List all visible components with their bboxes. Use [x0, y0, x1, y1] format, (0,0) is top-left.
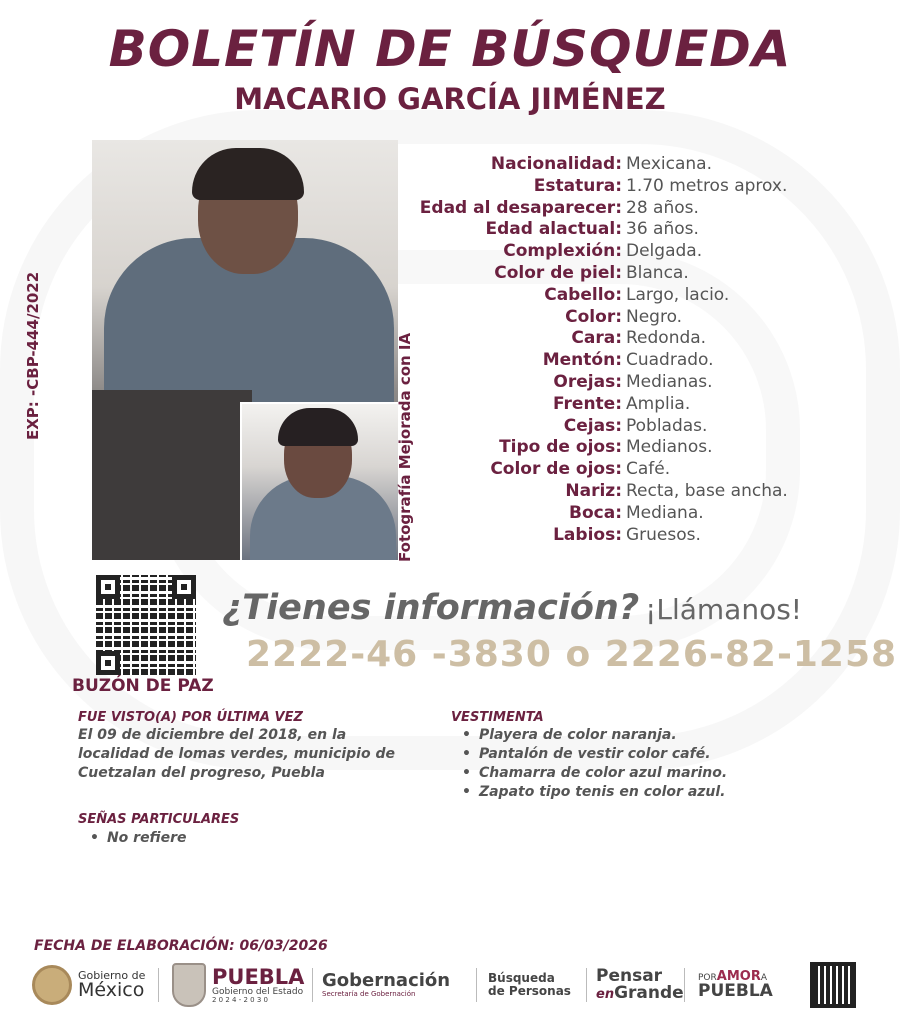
detail-value: Mexicana.	[626, 154, 712, 174]
list-item: • Playera de color naranja.	[462, 726, 727, 745]
detail-value: Blanca.	[626, 262, 689, 283]
person-name: MACARIO GARCÍA JIMÉNEZ	[234, 82, 666, 116]
bulletin-title: BOLETÍN DE BÚSQUEDA	[108, 20, 792, 78]
detail-value: Largo, lacio.	[626, 284, 730, 305]
list-item: • No refiere	[90, 829, 186, 848]
mexico-seal-icon	[32, 965, 72, 1005]
physical-details	[400, 154, 880, 546]
detail-label: Nariz:	[565, 480, 622, 501]
contact-question: ¿Tienes información?	[222, 588, 640, 628]
detail-row	[400, 525, 880, 547]
detail-row	[400, 328, 880, 350]
detail-row	[400, 350, 880, 372]
gobierno-mexico-logo: Gobierno de México	[32, 960, 145, 1010]
detail-row	[400, 263, 880, 285]
detail-label: Cara:	[571, 328, 622, 349]
list-item: • Pantalón de vestir color café.	[462, 745, 727, 764]
detail-row	[400, 241, 880, 263]
qr-label: BUZÓN DE PAZ	[72, 676, 214, 696]
contact-call: ¡Llámanos!	[645, 593, 803, 626]
person-photo-closeup	[240, 402, 398, 560]
detail-row	[400, 285, 880, 307]
detail-value: Pobladas.	[626, 415, 708, 436]
case-number: EXP: -CBP-444/2022	[24, 271, 42, 440]
detail-label: Color de piel:	[494, 262, 622, 283]
last-seen-heading: FUE VISTO(A) POR ÚLTIMA VEZ	[78, 710, 303, 725]
detail-label: Labios:	[553, 524, 622, 545]
detail-label: Edad al desaparecer:	[419, 197, 622, 218]
detail-value: Redonda.	[626, 328, 707, 349]
detail-row	[400, 198, 880, 220]
detail-label: Complexión:	[503, 241, 622, 262]
detail-label: Edad alactual:	[485, 219, 622, 240]
detail-value: Café.	[626, 459, 671, 480]
footer-logos	[30, 960, 870, 1010]
detail-label: Cejas:	[563, 415, 622, 436]
detail-value: 1.70 metros aprox.	[626, 175, 788, 196]
pensar-en-grande-logo: Pensar enGrande	[596, 966, 684, 1003]
detail-label: Cabello:	[544, 284, 622, 305]
puebla-shield-icon	[172, 963, 206, 1007]
detail-label: Estatura:	[533, 175, 622, 196]
marks-list	[90, 829, 186, 848]
busqueda-personas-logo: Búsqueda de Personas	[488, 970, 571, 998]
detail-row	[400, 176, 880, 198]
detail-label: Frente:	[553, 393, 622, 414]
list-item: • Zapato tipo tenis en color azul.	[462, 783, 727, 802]
person-photo	[92, 140, 398, 560]
detail-row	[400, 416, 880, 438]
detail-row	[400, 219, 880, 241]
contact-prompt	[222, 588, 882, 628]
detail-row	[400, 459, 880, 481]
detail-value: Delgada.	[626, 241, 703, 262]
clothing-heading: VESTIMENTA	[451, 710, 544, 725]
detail-label: Color:	[565, 306, 622, 327]
qr-code-icon	[810, 962, 856, 1008]
detail-value: Medianas.	[626, 371, 713, 392]
detail-value: Medianos.	[626, 437, 713, 458]
qr-code-buzon[interactable]	[96, 575, 196, 675]
list-item: • Chamarra de color azul marino.	[462, 764, 727, 783]
detail-row	[400, 372, 880, 394]
detail-label: Tipo de ojos:	[499, 437, 622, 458]
puebla-logo: PUEBLA Gobierno del Estado 2 0 2 4 - 2 0 3 0	[172, 960, 304, 1010]
detail-value: Amplia.	[626, 393, 691, 414]
photo-ai-note: Fotografía Mejorada con IA	[396, 332, 414, 562]
detail-value: Cuadrado.	[626, 350, 714, 371]
detail-label: Orejas:	[553, 371, 622, 392]
footer-qr-code[interactable]	[810, 960, 856, 1010]
detail-value: Gruesos.	[626, 524, 701, 545]
creation-date: FECHA DE ELABORACIÓN: 06/03/2026	[34, 938, 328, 954]
detail-value: 28 años.	[626, 197, 699, 218]
detail-row	[400, 154, 880, 176]
detail-value: Negro.	[626, 306, 683, 327]
detail-label: Color de ojos:	[490, 459, 622, 480]
gobernacion-logo: Gobernación Secretaría de Gobernación	[322, 969, 451, 998]
por-amor-a-puebla-logo: PORAMORA PUEBLA	[698, 969, 773, 1001]
detail-row	[400, 481, 880, 503]
detail-label: Nacionalidad:	[490, 154, 622, 174]
detail-row	[400, 503, 880, 525]
marks-heading: SEÑAS PARTICULARES	[78, 812, 240, 827]
detail-row	[400, 307, 880, 329]
detail-value: 36 años.	[626, 219, 699, 240]
detail-value: Mediana.	[626, 502, 704, 523]
contact-phones[interactable]: 2222-46 -3830 o 2226-82-1258	[246, 634, 898, 675]
detail-value: Recta, base ancha.	[626, 480, 788, 501]
last-seen-text: El 09 de diciembre del 2018, en la localidad de lomas verdes, municipio de Cuetzalan del progreso, Puebla	[78, 727, 395, 781]
detail-row	[400, 437, 880, 459]
clothing-list	[462, 726, 727, 802]
detail-label: Boca:	[569, 502, 622, 523]
detail-label: Mentón:	[542, 350, 622, 371]
detail-row	[400, 394, 880, 416]
